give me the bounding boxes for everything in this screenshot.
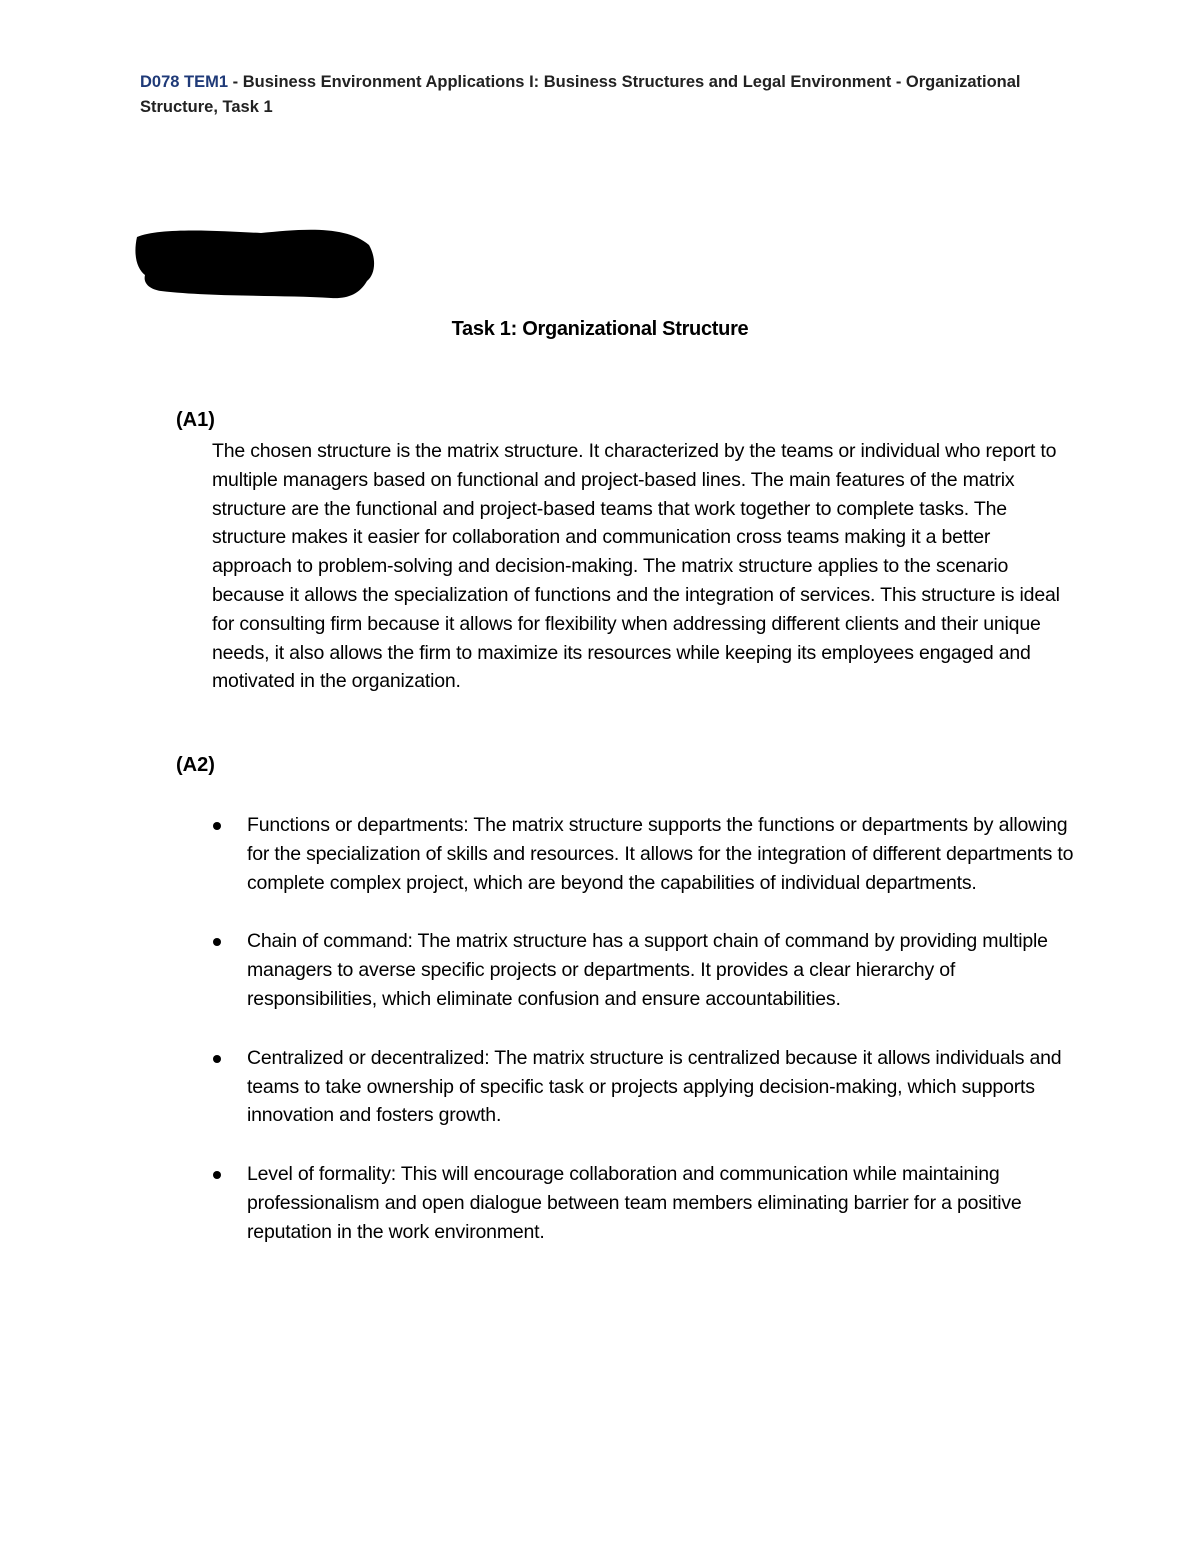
bullet-text: Level of formality: This will encourage collaboration and communication while maintaining professionalism and open dialogue between team members eliminating barrier for a positive reputation in the work environment. xyxy=(247,1163,1022,1243)
bullet-item xyxy=(210,811,1080,897)
bullet-dot-icon xyxy=(213,822,221,830)
bullet-dot-icon xyxy=(213,1055,221,1063)
bullet-item xyxy=(210,1044,1080,1130)
document-header xyxy=(140,70,1040,120)
bullet-item xyxy=(210,1160,1080,1246)
course-title: - Business Environment Applications I: Business Structures and Legal Environment - Organizational Structure, Task 1 xyxy=(140,73,1021,116)
task-title: Task 1: Organizational Structure xyxy=(451,318,749,340)
bullet-text: Chain of command: The matrix structure has a support chain of command by providing multiple managers to averse specific projects or departments. It provides a clear hierarchy of responsibilities, which eliminate confusion and ensure accountabilities. xyxy=(247,930,1048,1010)
bullet-text: Functions or departments: The matrix structure supports the functions or departments by allowing for the specialization of skills and resources. It allows for the integration of different departments to complete complex project, which are beyond the capabilities of individual departments. xyxy=(247,814,1074,894)
redaction-mark xyxy=(131,225,375,301)
section-a2-bullet-list xyxy=(210,811,1080,1277)
bullet-dot-icon xyxy=(213,938,221,946)
section-a2-label: (A2) xyxy=(176,754,215,776)
section-a1-paragraph: The chosen structure is the matrix structure. It characterized by the teams or individual who report to multiple managers based on functional and project-based lines. The main features of the matrix structure are the functional and project-based teams that work together to complete tasks. The structure makes it easier for collaboration and communication cross teams making it a better approach to problem-solving and decision-making. The matrix structure applies to the scenario because it allows the specialization of functions and the integration of services. This structure is ideal for consulting firm because it allows for flexibility when addressing different clients and their unique needs, it also allows the firm to maximize its resources while keeping its employees engaged and motivated in the organization. xyxy=(212,440,1060,693)
bullet-dot-icon xyxy=(213,1171,221,1179)
bullet-item xyxy=(210,927,1080,1013)
section-a1-label: (A1) xyxy=(176,409,215,431)
bullet-text: Centralized or decentralized: The matrix structure is centralized because it allows individuals and teams to take ownership of specific task or projects applying decision-making, which supports innovation and fosters growth. xyxy=(247,1046,1062,1127)
course-code: D078 TEM1 xyxy=(140,73,229,91)
